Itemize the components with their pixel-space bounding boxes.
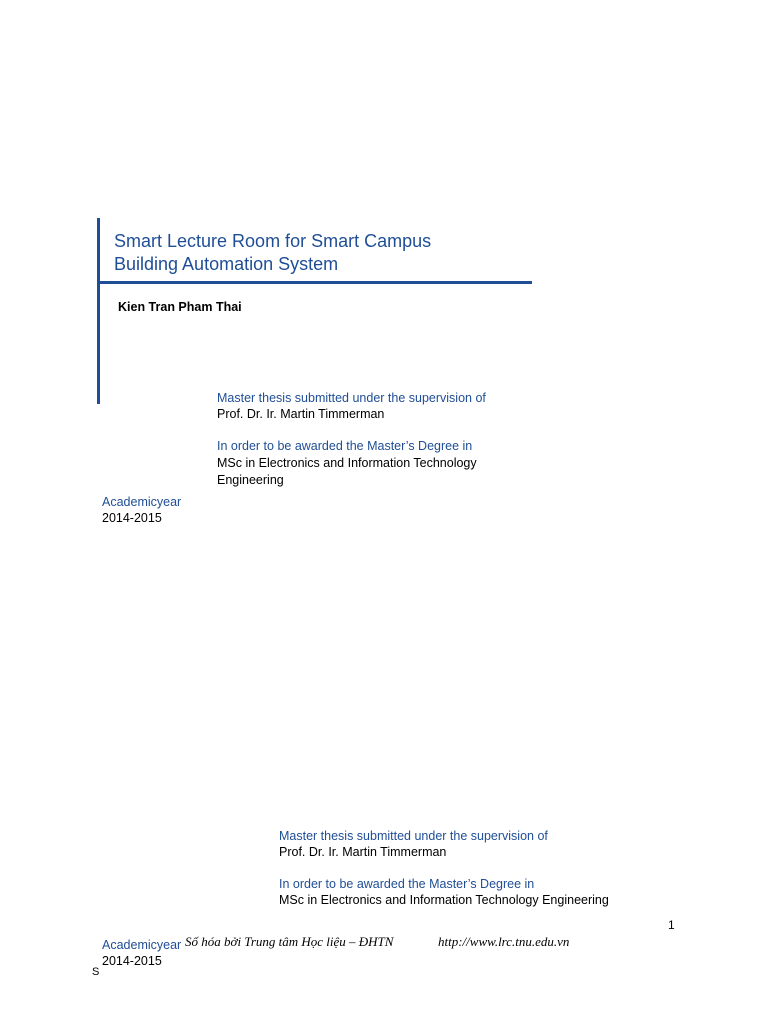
degree-line-repeat: MSc in Electronics and Information Technology Engineering [279, 893, 609, 907]
thesis-title-line1: Smart Lecture Room for Smart Campus [114, 231, 432, 251]
degree-line1: MSc in Electronics and Information Technology [217, 456, 477, 470]
page-number: 1 [668, 918, 675, 932]
academic-year-label: Academicyear [102, 495, 182, 509]
title-horizontal-rule [99, 281, 532, 284]
title-vertical-rule [97, 218, 100, 404]
thesis-title-line2: Building Automation System [114, 254, 339, 274]
academic-year-value-repeat: 2014-2015 [102, 954, 162, 968]
digitized-by-note: Số hóa bởi Trung tâm Học liệu – ĐHTN [185, 934, 394, 949]
thesis-title [114, 230, 431, 276]
source-url: http://www.lrc.tnu.edu.vn [438, 934, 570, 949]
author-name: Kien Tran Pham Thai [118, 300, 242, 314]
supervisor-name: Prof. Dr. Ir. Martin Timmerman [217, 407, 385, 421]
academic-year-value: 2014-2015 [102, 511, 162, 525]
academic-year-label-repeat: Academicyear [102, 938, 182, 952]
supervision-label: Master thesis submitted under the supervision of [217, 391, 486, 405]
degree-line2: Engineering [217, 473, 284, 487]
degree-label: In order to be awarded the Master’s Degree in [217, 439, 473, 453]
degree-label-repeat: In order to be awarded the Master’s Degree in [279, 877, 535, 891]
stray-character: S [92, 966, 100, 978]
supervisor-name-repeat: Prof. Dr. Ir. Martin Timmerman [279, 845, 447, 859]
supervision-label-repeat: Master thesis submitted under the supervision of [279, 829, 548, 843]
